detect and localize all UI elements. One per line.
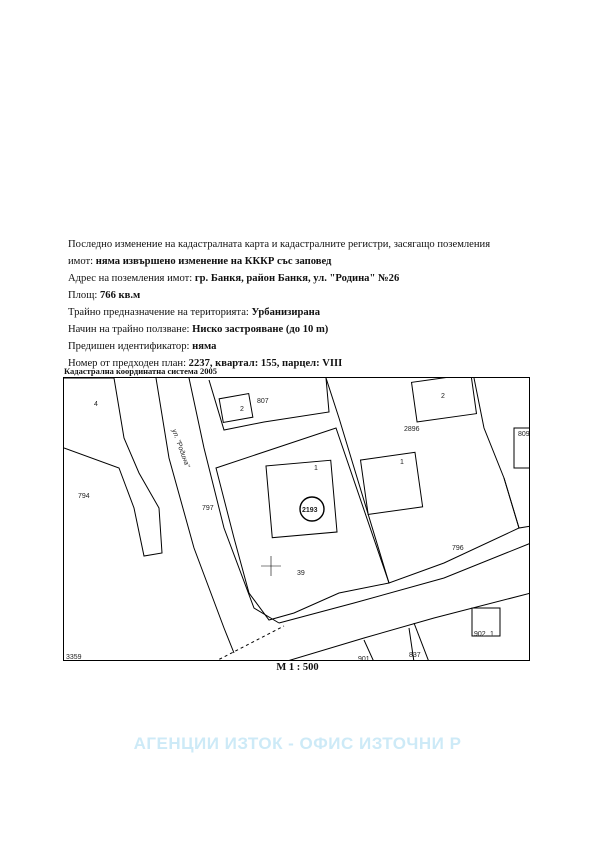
label-807: 807 [257,398,269,405]
parcel-2896-boundary [326,378,519,583]
parcel-794-boundary [64,378,162,556]
info-line-area: Площ: 766 кв.м [68,290,141,301]
label-837: 837 [409,652,421,659]
road-796-top [279,543,530,623]
cadastral-map [63,377,530,661]
label-796: 796 [452,545,464,552]
info-line-purpose: Трайно предназначение на територията: Урбанизирана [68,307,321,318]
label-2896: 2896 [404,426,420,433]
label-2193: 2193 [302,507,318,514]
info-line-change-order: имот: няма извършено изменение на КККР със заповед [68,256,332,267]
building-2193 [266,460,337,537]
info-line-previous-plan: Номер от предходен план: 2237, квартал: 155, парцел: VIII [68,358,343,369]
info-line-previous-id: Предишен идентификатор: няма [68,341,217,352]
label-809: 809 [518,431,530,438]
cadastral-map-drawing [64,378,530,661]
road-796-bottom [284,593,530,661]
parcel-901-boundary [364,628,414,661]
label-902-building: 1 [490,631,494,638]
center-cross [261,556,281,576]
property-info [68,236,538,372]
parcel-809-boundary [504,478,530,528]
dashed-boundary [214,626,284,661]
label-794: 794 [78,493,90,500]
building-807 [219,394,253,423]
label-901: 901 [358,656,370,662]
building-2896 [361,452,423,514]
label-building-1: 1 [314,465,318,472]
label-4: 4 [94,401,98,408]
parcel-39-boundary [216,428,389,620]
street-label: ул. "Родина" [170,428,191,469]
label-building-1b: 1 [400,459,404,466]
label-902: 902 [474,631,486,638]
info-line-address: Адрес на поземления имот: гр. Банкя, район Банкя, ул. "Родина" №26 [68,273,400,284]
label-2: 2 [441,393,445,400]
label-3359: 3359 [66,654,82,661]
label-797: 797 [202,505,214,512]
info-line-usage: Начин на трайно ползване: Ниско застрояване (до 10 m) [68,324,329,335]
label-39: 39 [297,570,305,577]
label-807-building: 2 [240,406,244,413]
map-title: Кадастрална координатна система 2005 [64,366,217,376]
map-scale: М 1 : 500 [276,662,319,673]
info-line-last-change: Последно изменение на кадастралната карта и кадастралните регистри, засягащо поземления [68,239,491,250]
street-edge-right [189,378,279,623]
agency-watermark: АГЕНЦИИ ИЗТОК - ОФИС ИЗТОЧНИ Р [133,734,462,753]
